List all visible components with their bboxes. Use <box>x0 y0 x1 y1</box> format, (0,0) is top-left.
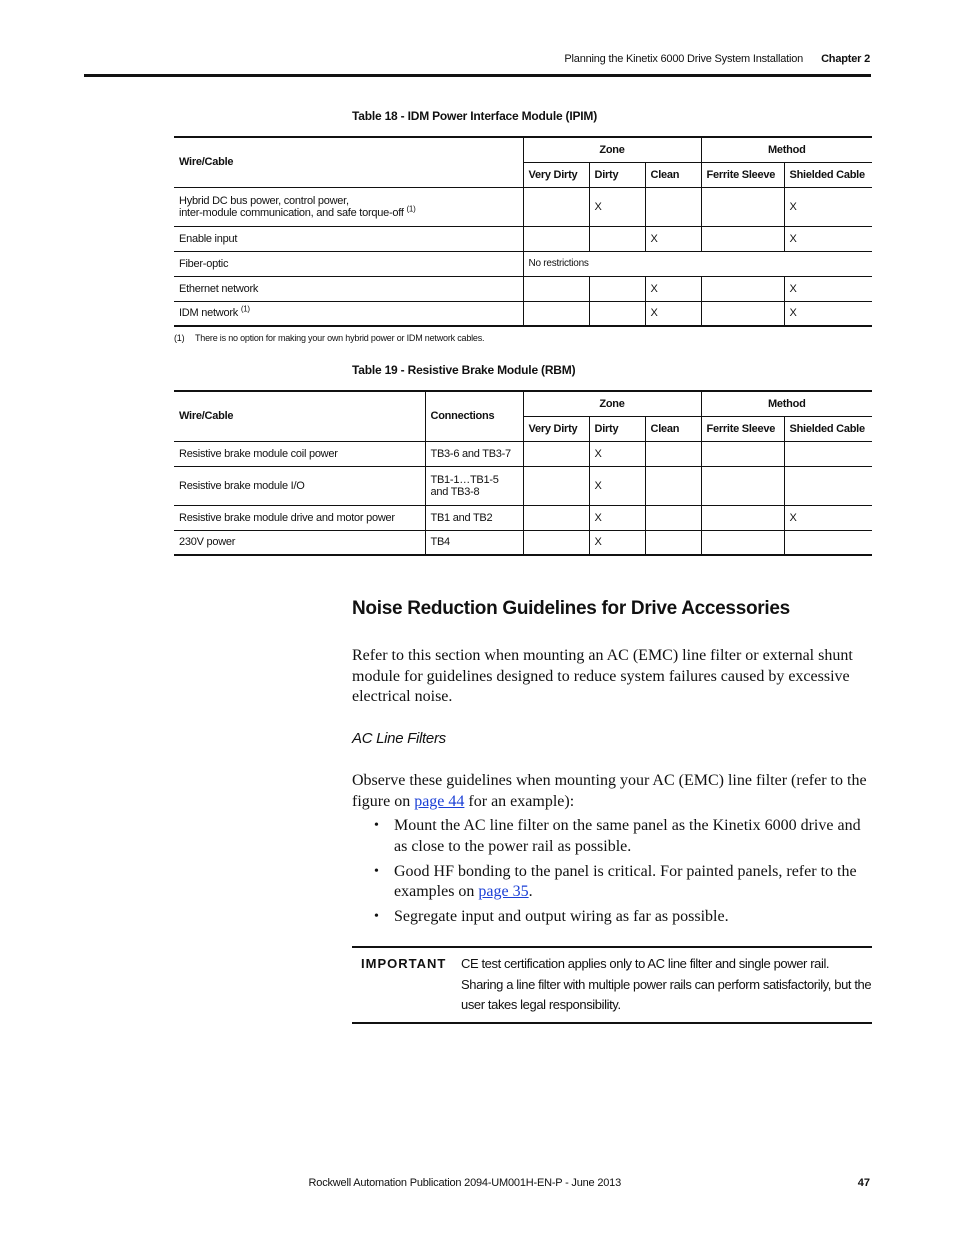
guideline-list <box>352 816 872 932</box>
table19 <box>174 390 872 556</box>
table-cell-wire <box>174 301 523 326</box>
table-cell-shielded: X <box>784 505 872 530</box>
table19-subheader-shielded: Shielded Cable <box>784 416 872 441</box>
table-row <box>174 301 872 326</box>
table19-header-zone: Zone <box>523 391 701 416</box>
table-cell-dirty <box>589 301 645 326</box>
observe-text-after: for an example): <box>464 792 575 810</box>
important-callout <box>352 946 872 1024</box>
table19-subheader-clean: Clean <box>645 416 701 441</box>
table-cell-shielded: X <box>784 301 872 326</box>
running-header <box>564 53 870 65</box>
table-cell-shielded: X <box>784 187 872 226</box>
table-cell-ferrite <box>701 466 784 505</box>
observe-paragraph <box>352 771 872 812</box>
table19-subheader-very-dirty: Very Dirty <box>523 416 589 441</box>
page-35-link[interactable]: page 35 <box>478 883 529 900</box>
table-cell-very-dirty <box>523 301 589 326</box>
table-cell-very-dirty <box>523 441 589 466</box>
table-cell-shielded <box>784 441 872 466</box>
table-row <box>174 187 872 226</box>
table-cell-dirty: X <box>589 505 645 530</box>
footnote-text: There is no option for making your own hybrid power or IDM network cables. <box>195 333 485 343</box>
wire-line2: inter-module communication, and safe torque-off <box>179 206 404 219</box>
table-row <box>174 441 872 466</box>
table-cell-wire: Resistive brake module drive and motor power <box>174 505 425 530</box>
table-cell-wire: Resistive brake module I/O <box>174 466 425 505</box>
table19-caption: Table 19 - Resistive Brake Module (RBM) <box>352 363 576 377</box>
footer-publication: Rockwell Automation Publication 2094-UM001H-EN-P - June 2013 <box>308 1177 621 1189</box>
table-row <box>174 466 872 505</box>
table-cell-wire: Fiber-optic <box>174 251 523 276</box>
table-cell-ferrite <box>701 187 784 226</box>
table-cell-dirty <box>589 276 645 301</box>
table19-header-connections: Connections <box>425 391 523 441</box>
list-item <box>352 907 872 928</box>
page-44-link[interactable]: page 44 <box>414 792 465 810</box>
table-row <box>174 530 872 555</box>
table-cell-wire <box>174 187 523 226</box>
conn-line1: TB1-1…TB1-5 <box>430 473 499 486</box>
table-cell-clean: X <box>645 301 701 326</box>
table18-caption: Table 18 - IDM Power Interface Module (IPIM) <box>352 109 598 123</box>
table-cell-very-dirty <box>523 466 589 505</box>
table-row <box>174 251 872 276</box>
table-row <box>174 505 872 530</box>
table-cell-very-dirty <box>523 226 589 251</box>
subheading: AC Line Filters <box>352 730 446 747</box>
table-cell-shielded <box>784 466 872 505</box>
table-cell-ferrite <box>701 530 784 555</box>
bullet-text: Segregate input and output wiring as far as possible. <box>394 908 729 925</box>
section-heading: Noise Reduction Guidelines for Drive Accessories <box>352 598 790 619</box>
table18-subheader-very-dirty: Very Dirty <box>523 162 589 187</box>
table-cell-ferrite <box>701 301 784 326</box>
table-cell-span: No restrictions <box>523 251 872 276</box>
table-cell-ferrite <box>701 441 784 466</box>
table-cell-clean: X <box>645 226 701 251</box>
table-cell-dirty: X <box>589 187 645 226</box>
table-cell-dirty <box>589 226 645 251</box>
table-cell-connections: TB3-6 and TB3-7 <box>425 441 523 466</box>
table-row <box>174 276 872 301</box>
table-cell-clean <box>645 505 701 530</box>
table18-subheader-shielded: Shielded Cable <box>784 162 872 187</box>
table-cell-clean <box>645 187 701 226</box>
table-cell-shielded: X <box>784 226 872 251</box>
observe-text-before: Observe these guidelines when mounting your AC (EMC) line filter (refer to the figure on <box>352 772 867 810</box>
table18-subheader-ferrite: Ferrite Sleeve <box>701 162 784 187</box>
table18-subheader-dirty: Dirty <box>589 162 645 187</box>
table-cell-very-dirty <box>523 505 589 530</box>
table18-header-method: Method <box>701 137 872 162</box>
table-row <box>174 226 872 251</box>
table19-subheader-dirty: Dirty <box>589 416 645 441</box>
header-title: Planning the Kinetix 6000 Drive System Installation <box>564 53 804 65</box>
table19-header-wire: Wire/Cable <box>174 391 425 441</box>
table-cell-wire: Resistive brake module coil power <box>174 441 425 466</box>
conn-line2: and TB3-8 <box>430 485 480 498</box>
wire-label: IDM network <box>179 307 238 320</box>
table-cell-very-dirty <box>523 530 589 555</box>
table-cell-clean: X <box>645 276 701 301</box>
table18-subheader-clean: Clean <box>645 162 701 187</box>
footnote-ref: (1) <box>240 304 250 314</box>
table-cell-dirty: X <box>589 466 645 505</box>
bullet-text: Good HF bonding to the panel is critical. For painted panels, refer to the examples on <box>394 862 857 900</box>
table-cell-connections: TB1 and TB2 <box>425 505 523 530</box>
table-cell-very-dirty <box>523 276 589 301</box>
table-cell-very-dirty <box>523 187 589 226</box>
table-cell-shielded: X <box>784 276 872 301</box>
table-cell-dirty: X <box>589 530 645 555</box>
bullet-text-after: . <box>528 883 533 900</box>
table-cell-ferrite <box>701 505 784 530</box>
table-cell-ferrite <box>701 226 784 251</box>
table-cell-connections: TB4 <box>425 530 523 555</box>
table19-subheader-ferrite: Ferrite Sleeve <box>701 416 784 441</box>
page-number: 47 <box>857 1177 870 1189</box>
chapter-label: Chapter 2 <box>821 53 870 65</box>
table-cell-wire: 230V power <box>174 530 425 555</box>
list-item <box>352 862 872 903</box>
table18 <box>174 136 872 327</box>
table18-header-zone: Zone <box>523 137 701 162</box>
table-cell-clean <box>645 441 701 466</box>
footnote-number: (1) <box>174 333 185 343</box>
list-item <box>352 816 872 857</box>
important-text: CE test certification applies only to AC line filter and single power rail. Sharing a line filter with multiple power rails can perform satisfactorily, but the user takes legal responsibility. <box>461 956 872 1012</box>
table-cell-clean <box>645 466 701 505</box>
important-label: IMPORTANT <box>361 956 447 971</box>
table-cell-connections <box>425 466 523 505</box>
header-rule <box>84 74 871 77</box>
table18-header-wire: Wire/Cable <box>174 137 523 187</box>
table-cell-ferrite <box>701 276 784 301</box>
table19-header-method: Method <box>701 391 872 416</box>
table18-footnote <box>174 333 484 343</box>
table-cell-dirty: X <box>589 441 645 466</box>
footnote-ref: (1) <box>406 203 416 213</box>
table-cell-wire: Enable input <box>174 226 523 251</box>
table-cell-clean <box>645 530 701 555</box>
table-cell-wire: Ethernet network <box>174 276 523 301</box>
intro-paragraph: Refer to this section when mounting an AC (EMC) line filter or external shunt module for guidelines designed to reduce system failures caused by excessive electrical noise. <box>352 647 853 705</box>
wire-line1: Hybrid DC bus power, control power, <box>179 194 349 207</box>
table-cell-shielded <box>784 530 872 555</box>
bullet-text: Mount the AC line filter on the same panel as the Kinetix 6000 drive and as close to the power rail as possible. <box>394 817 861 855</box>
